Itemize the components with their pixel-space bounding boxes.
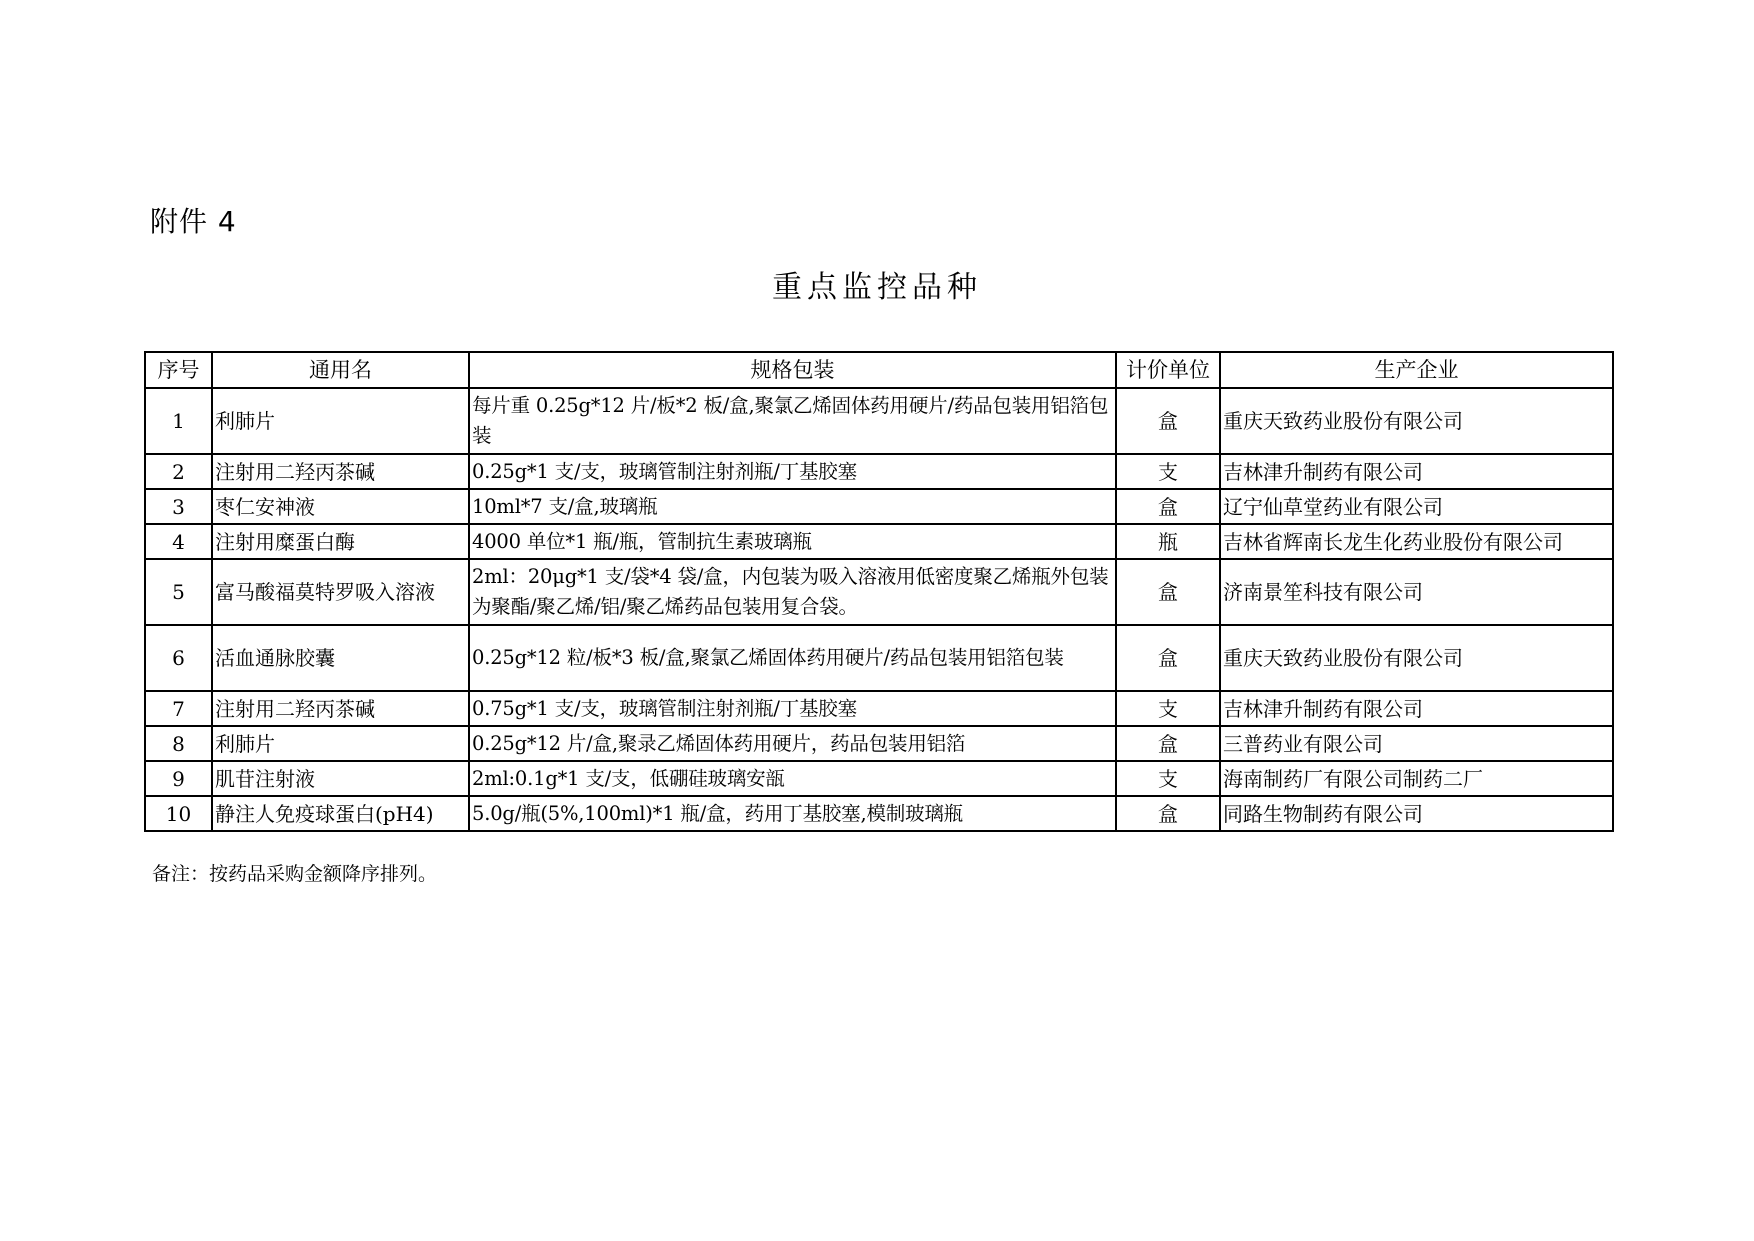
cell-unit: 支 xyxy=(1116,454,1220,489)
table-row xyxy=(145,524,1613,559)
table-row xyxy=(145,761,1613,796)
header-no: 序号 xyxy=(145,352,212,388)
header-generic-name: 通用名 xyxy=(212,352,469,388)
cell-unit: 盒 xyxy=(1116,388,1220,454)
cell-spec: 每片重 0.25g*12 片/板*2 板/盒,聚氯乙烯固体药用硬片/药品包装用铝箔包装 xyxy=(469,388,1116,454)
attachment-label: 附件 4 xyxy=(150,205,237,238)
cell-generic-name: 注射用糜蛋白酶 xyxy=(212,524,469,559)
cell-no: 2 xyxy=(145,454,212,489)
cell-spec: 0.75g*1 支/支，玻璃管制注射剂瓶/丁基胶塞 xyxy=(469,691,1116,726)
cell-generic-name: 利肺片 xyxy=(212,726,469,761)
cell-generic-name: 静注人免疫球蛋白(pH4) xyxy=(212,796,469,831)
cell-no: 4 xyxy=(145,524,212,559)
table-row xyxy=(145,559,1613,625)
cell-manufacturer: 吉林省辉南长龙生化药业股份有限公司 xyxy=(1220,524,1613,559)
table-header-row xyxy=(145,352,1613,388)
cell-manufacturer: 海南制药厂有限公司制药二厂 xyxy=(1220,761,1613,796)
cell-unit: 盒 xyxy=(1116,726,1220,761)
cell-spec: 2ml：20μg*1 支/袋*4 袋/盒，内包装为吸入溶液用低密度聚乙烯瓶外包装为聚酯/聚乙烯/铝/聚乙烯药品包装用复合袋。 xyxy=(469,559,1116,625)
cell-manufacturer: 同路生物制药有限公司 xyxy=(1220,796,1613,831)
table-row xyxy=(145,388,1613,454)
cell-unit: 支 xyxy=(1116,761,1220,796)
cell-spec: 2ml:0.1g*1 支/支，低硼硅玻璃安瓿 xyxy=(469,761,1116,796)
cell-spec: 5.0g/瓶(5%,100ml)*1 瓶/盒，药用丁基胶塞,模制玻璃瓶 xyxy=(469,796,1116,831)
cell-spec: 0.25g*1 支/支，玻璃管制注射剂瓶/丁基胶塞 xyxy=(469,454,1116,489)
table-row xyxy=(145,454,1613,489)
cell-unit: 盒 xyxy=(1116,625,1220,691)
cell-spec: 4000 单位*1 瓶/瓶，管制抗生素玻璃瓶 xyxy=(469,524,1116,559)
cell-generic-name: 枣仁安神液 xyxy=(212,489,469,524)
page-title: 重点监控品种 xyxy=(772,270,982,305)
cell-generic-name: 活血通脉胶囊 xyxy=(212,625,469,691)
monitored-drugs-table xyxy=(144,351,1614,832)
table-row xyxy=(145,625,1613,691)
cell-manufacturer: 重庆天致药业股份有限公司 xyxy=(1220,625,1613,691)
remark-note: 备注：按药品采购金额降序排列。 xyxy=(152,863,438,885)
cell-unit: 盒 xyxy=(1116,489,1220,524)
cell-manufacturer: 辽宁仙草堂药业有限公司 xyxy=(1220,489,1613,524)
cell-generic-name: 利肺片 xyxy=(212,388,469,454)
cell-manufacturer: 吉林津升制药有限公司 xyxy=(1220,691,1613,726)
cell-no: 9 xyxy=(145,761,212,796)
cell-no: 3 xyxy=(145,489,212,524)
cell-manufacturer: 济南景笙科技有限公司 xyxy=(1220,559,1613,625)
cell-no: 1 xyxy=(145,388,212,454)
cell-unit: 盒 xyxy=(1116,559,1220,625)
table-row xyxy=(145,489,1613,524)
header-unit: 计价单位 xyxy=(1116,352,1220,388)
table-row xyxy=(145,691,1613,726)
cell-spec: 0.25g*12 粒/板*3 板/盒,聚氯乙烯固体药用硬片/药品包装用铝箔包装 xyxy=(469,625,1116,691)
cell-no: 6 xyxy=(145,625,212,691)
cell-spec: 0.25g*12 片/盒,聚录乙烯固体药用硬片，药品包装用铝箔 xyxy=(469,726,1116,761)
cell-no: 5 xyxy=(145,559,212,625)
cell-manufacturer: 吉林津升制药有限公司 xyxy=(1220,454,1613,489)
cell-generic-name: 富马酸福莫特罗吸入溶液 xyxy=(212,559,469,625)
table-row xyxy=(145,796,1613,831)
cell-manufacturer: 重庆天致药业股份有限公司 xyxy=(1220,388,1613,454)
cell-generic-name: 肌苷注射液 xyxy=(212,761,469,796)
table-row xyxy=(145,726,1613,761)
cell-no: 7 xyxy=(145,691,212,726)
cell-no: 8 xyxy=(145,726,212,761)
cell-generic-name: 注射用二羟丙茶碱 xyxy=(212,691,469,726)
cell-unit: 支 xyxy=(1116,691,1220,726)
cell-no: 10 xyxy=(145,796,212,831)
cell-generic-name: 注射用二羟丙茶碱 xyxy=(212,454,469,489)
header-spec: 规格包装 xyxy=(469,352,1116,388)
cell-manufacturer: 三普药业有限公司 xyxy=(1220,726,1613,761)
cell-unit: 瓶 xyxy=(1116,524,1220,559)
cell-unit: 盒 xyxy=(1116,796,1220,831)
header-manufacturer: 生产企业 xyxy=(1220,352,1613,388)
cell-spec: 10ml*7 支/盒,玻璃瓶 xyxy=(469,489,1116,524)
